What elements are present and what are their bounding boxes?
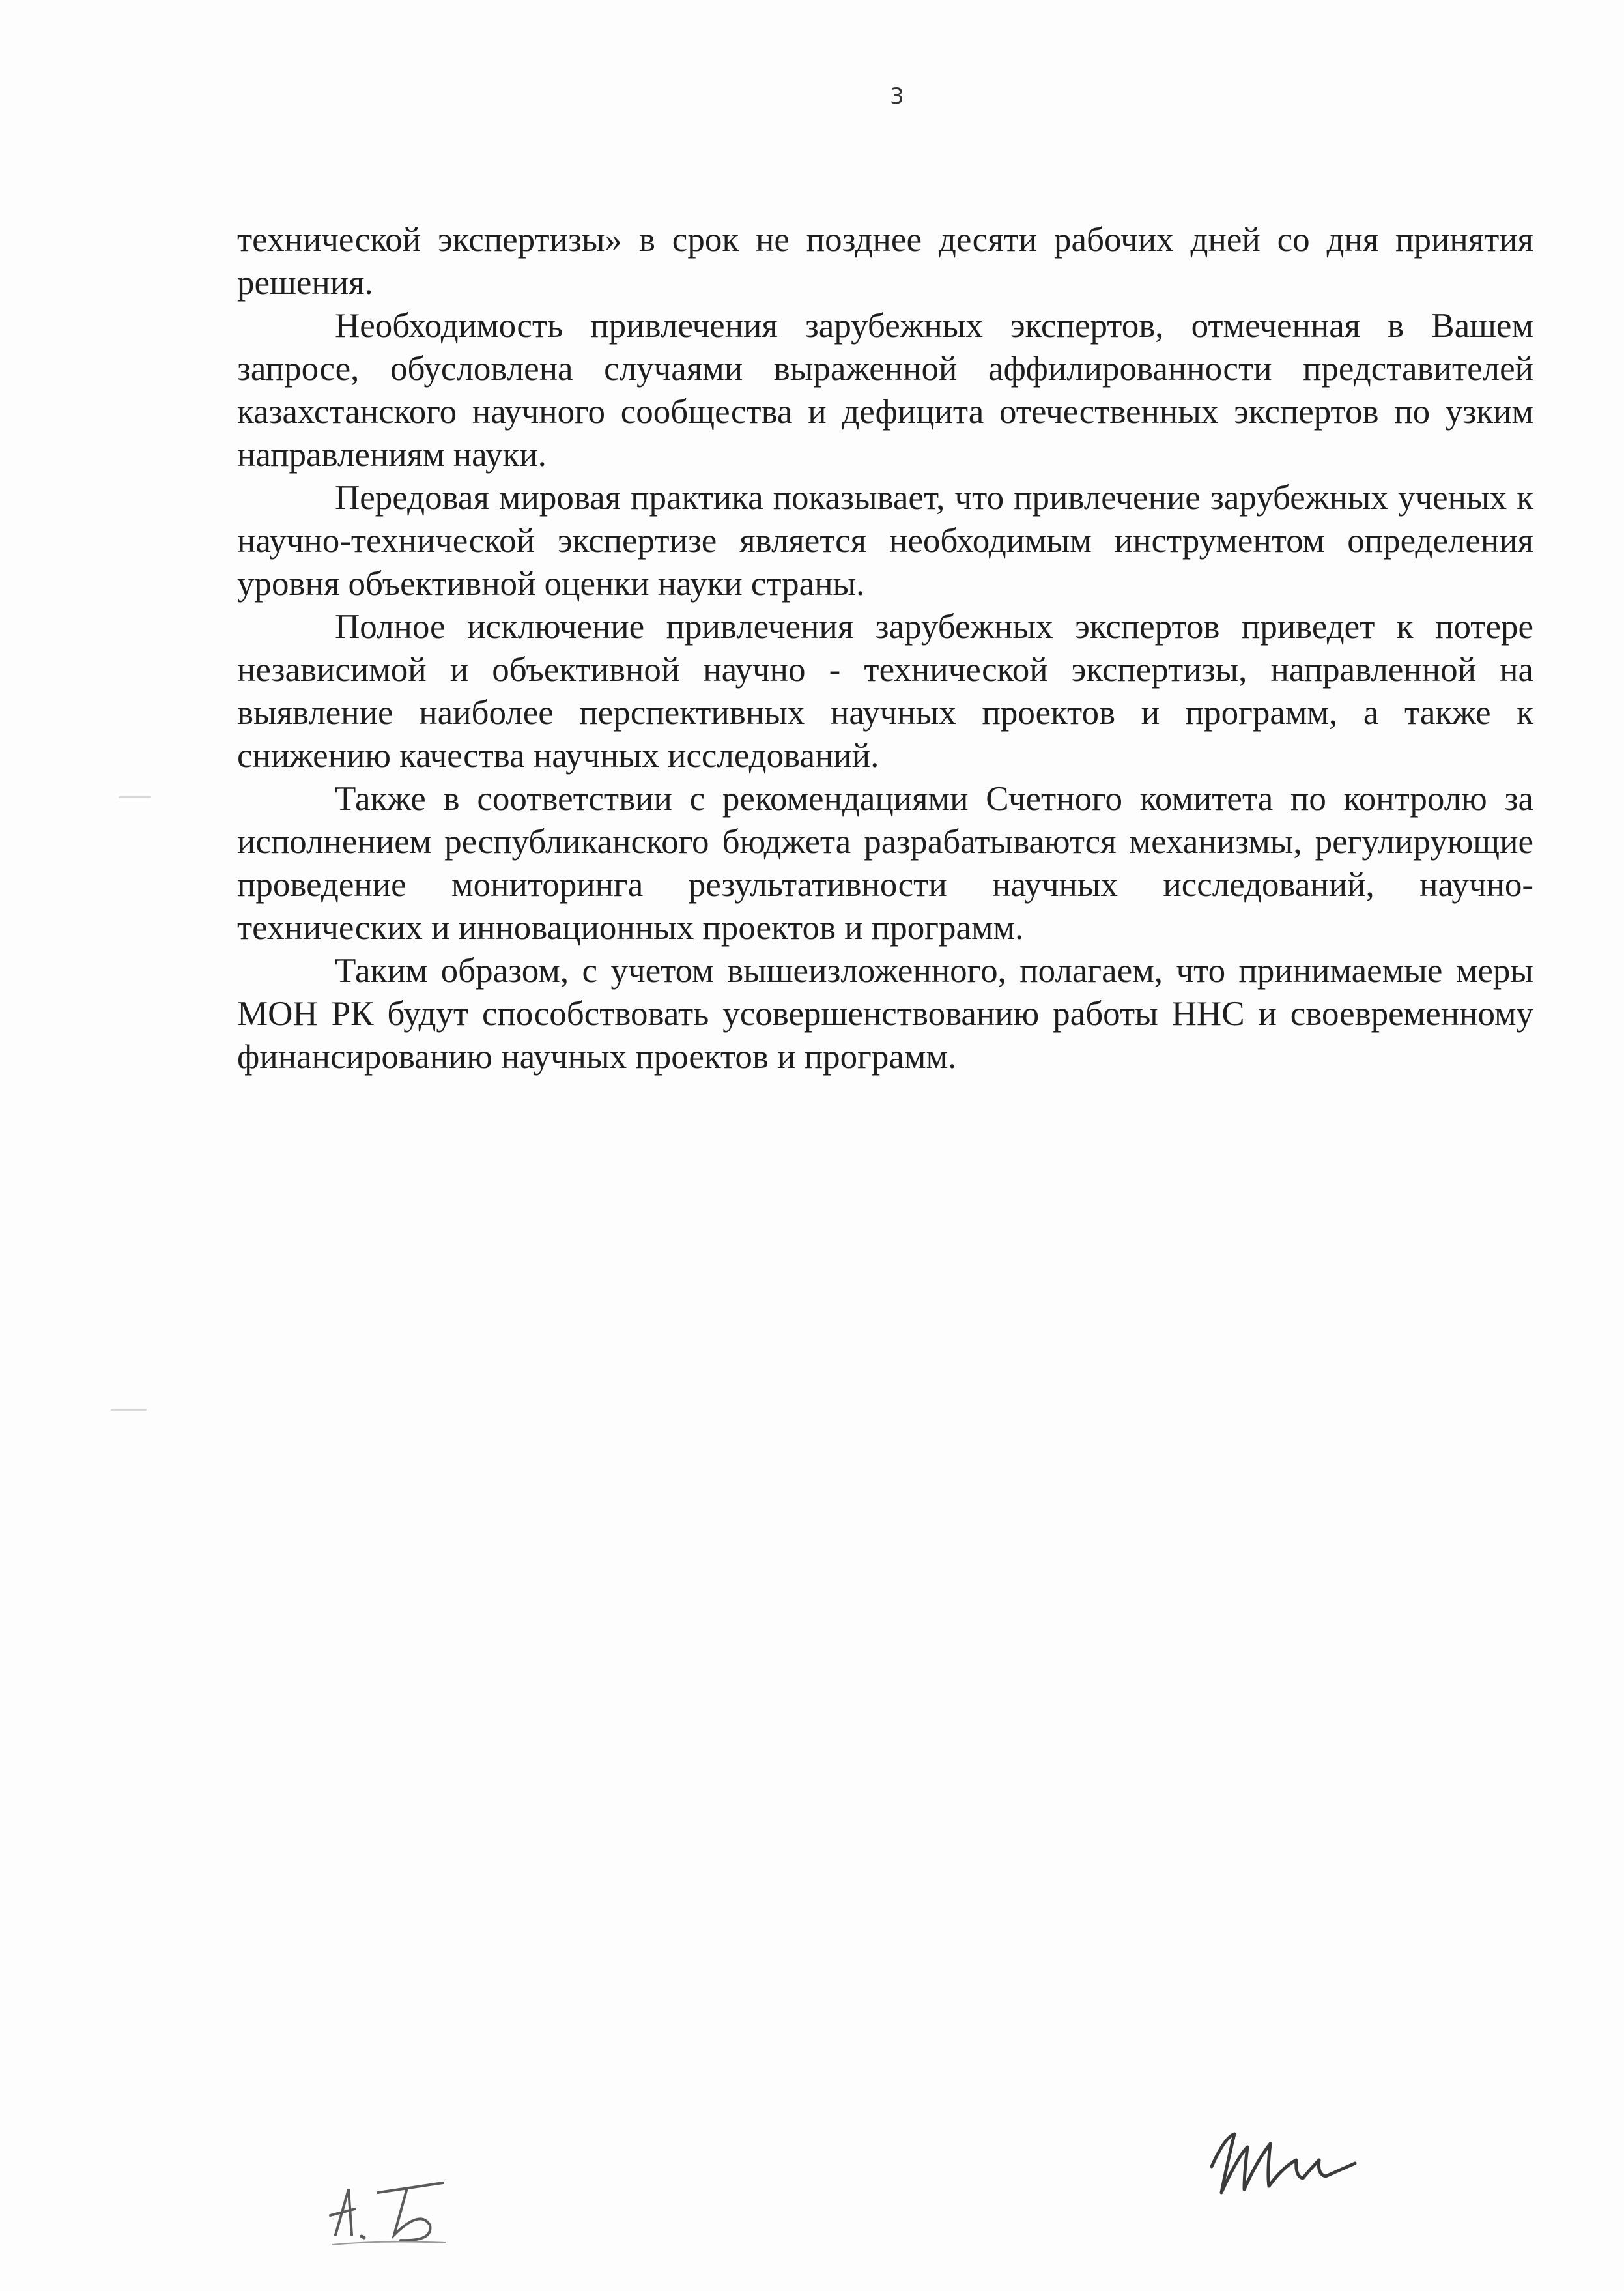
- paragraph-3: Передовая мировая практика показывает, что привлечение зарубежных ученых к научно-технической экспертизе является необходимым инструментом определения уровня объективной оценки науки страны.: [237, 479, 1533, 603]
- scan-mark: [119, 796, 151, 798]
- paragraph-2: Необходимость привлечения зарубежных экспертов, отмеченная в Вашем запросе, обусловлена случаями выраженной аффилированности представителей казахстанского научного сообщества и дефицита отечественных экспертов по узким направлениям науки.: [237, 307, 1533, 474]
- handwritten-signature: [1199, 2121, 1375, 2206]
- paragraph-1: технической экспертизы» в срок не позднее десяти рабочих дней со дня принятия решения.: [237, 221, 1533, 302]
- scan-mark: [111, 1409, 147, 1411]
- letter-body: [237, 218, 1533, 1078]
- paragraph-5: Также в соответствии с рекомендациями Счетного комитета по контролю за исполнением республиканского бюджета разрабатываются механизмы, регулирующие проведение мониторинга результативности научных исследований, научно-технических и инновационных проектов и программ.: [237, 780, 1533, 947]
- paragraph-6: Таким образом, с учетом вышеизложенного, полагаем, что принимаемые меры МОН РК будут способствовать усовершенствованию работы ННС и своевременному финансированию научных проектов и программ.: [237, 952, 1533, 1076]
- paragraph-4: Полное исключение привлечения зарубежных экспертов приведет к потере независимой и объективной научно - технической экспертизы, направленной на выявление наиболее перспективных научных проектов и программ, а также к снижению качества научных исследований.: [237, 608, 1533, 775]
- initials-signature: [322, 2163, 466, 2255]
- page-number: 3: [890, 83, 904, 109]
